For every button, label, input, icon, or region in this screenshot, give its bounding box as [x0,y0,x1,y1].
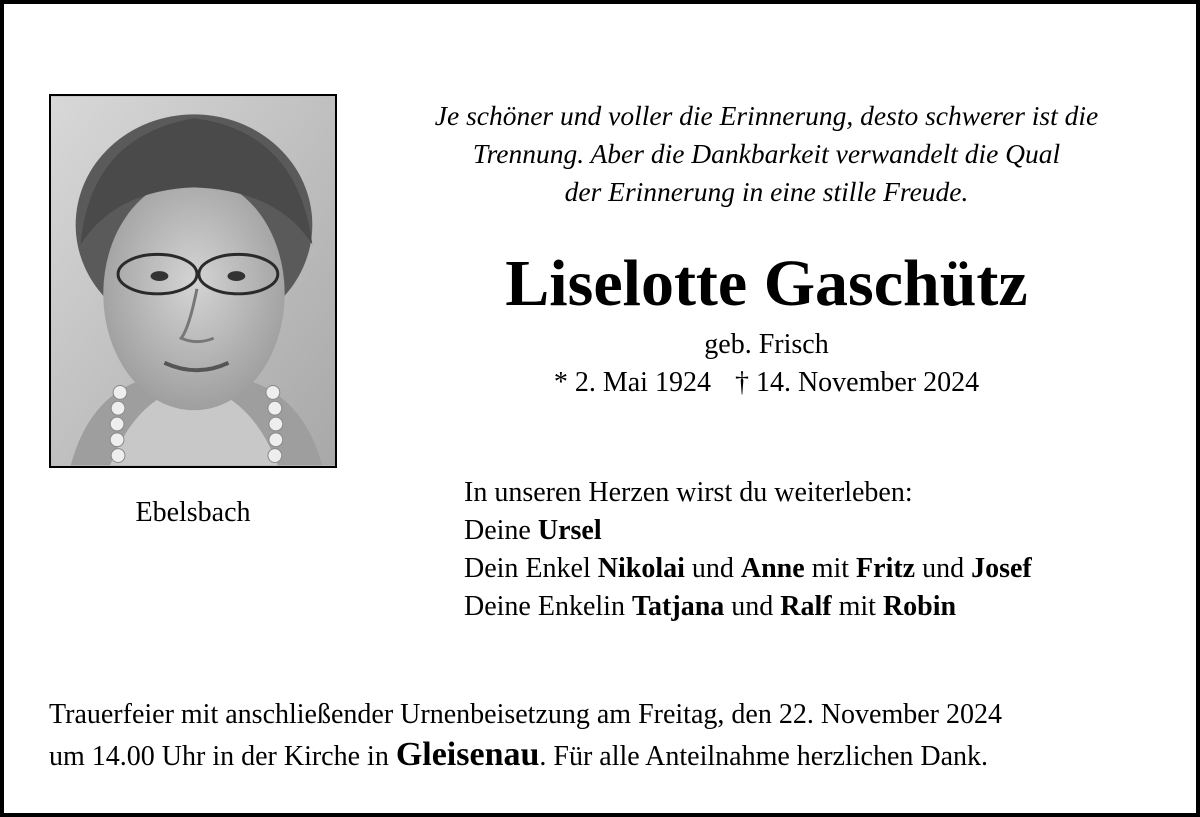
quote-line: Je schöner und voller die Erinnerung, desto schwerer ist die [434,100,1099,131]
mourner-text: Deine Enkelin [464,591,632,622]
deceased-name: Liselotte Gaschütz [505,247,1028,320]
portrait-photo-icon [51,96,335,466]
funeral-text: . Für alle Anteilnahme herzlichen Dank. [539,741,989,772]
place-of-residence: Ebelsbach [135,497,251,528]
mourner-name: Fritz [856,553,916,584]
mourner-text: mit [804,553,857,584]
mourner-line [464,512,1184,550]
memorial-quote [354,97,1179,211]
funeral-location: Gleisenau [395,736,540,773]
mourner-name: Anne [740,553,805,584]
maiden-name: geb. Frisch [704,329,829,360]
mourner-line [464,588,1184,626]
mourner-text: Deine [464,515,538,546]
mourner-text: und [724,591,781,622]
mourner-text: mit [831,591,883,622]
mourners-block [464,474,1184,626]
mourner-text: und [684,553,741,584]
mourners-intro: In unseren Herzen wirst du weiterleben: [464,477,913,508]
portrait-photo [49,94,337,468]
mourner-name: Ursel [537,515,602,546]
mourner-name: Tatjana [631,591,725,622]
mourner-name: Josef [971,553,1032,584]
quote-line: der Erinnerung in eine stille Freude. [564,176,969,207]
mourner-name: Robin [882,591,957,622]
mourner-name: Nikolai [597,553,685,584]
quote-line: Trennung. Aber die Dankbarkeit verwandelt die Qual [472,138,1061,169]
funeral-text: um 14.00 Uhr in der Kirche in [49,741,396,772]
funeral-line: Trauerfeier mit anschließender Urnenbeisetzung am Freitag, den 22. November 2024 [49,699,1002,730]
mourner-text: und [915,553,972,584]
mourner-line [464,550,1184,588]
mourner-name: Ralf [780,591,832,622]
death-date: † 14. November 2024 [734,367,980,398]
funeral-line [49,735,1169,777]
birth-date: * 2. Mai 1924 [553,367,711,398]
life-dates [354,366,1179,400]
funeral-notice [49,695,1169,777]
mourner-text: Dein Enkel [464,553,598,584]
